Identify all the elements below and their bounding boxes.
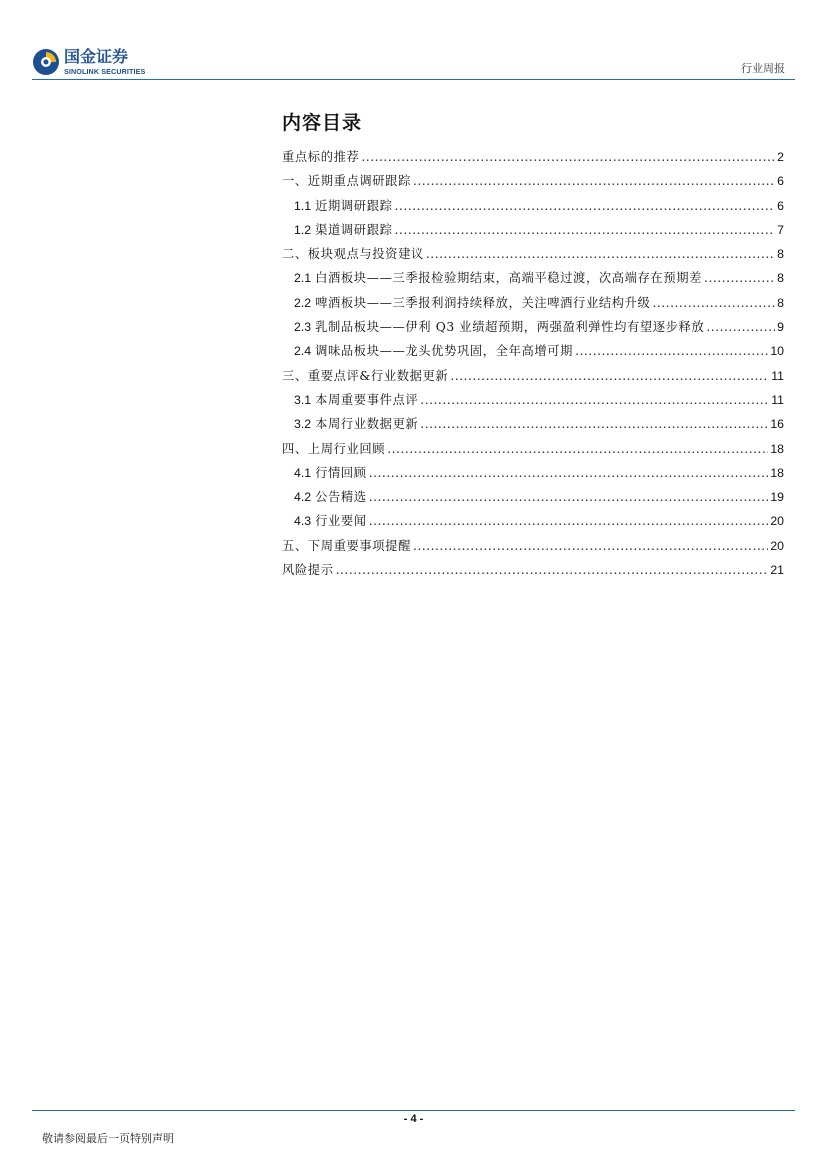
toc-dot-leader	[426, 247, 775, 261]
toc-entry-number: 3.1	[294, 392, 312, 407]
toc-entry-page: 8	[777, 271, 784, 286]
toc-entry[interactable]	[282, 536, 784, 560]
toc-entry[interactable]	[282, 560, 784, 584]
toc-entry-number: 2.4	[294, 344, 312, 359]
header-divider	[32, 79, 795, 80]
toc-entry-page: 10	[770, 344, 784, 359]
toc-dot-leader	[420, 393, 769, 407]
toc-entry[interactable]	[282, 293, 784, 317]
toc-entry[interactable]	[282, 268, 784, 292]
toc-entry[interactable]	[282, 341, 784, 365]
toc-dot-leader	[704, 271, 775, 285]
toc-entry-title: 二、板块观点与投资建议	[282, 247, 424, 262]
toc-entry-number: 1.2	[294, 222, 312, 237]
toc-entry-title: 啤酒板块——三季报利润持续释放，关注啤酒行业结构升级	[315, 295, 651, 310]
toc-dot-leader	[395, 199, 776, 213]
toc-entry-title: 一、近期重点调研跟踪	[282, 174, 411, 189]
toc-dot-leader	[369, 466, 769, 480]
report-type-label: 行业周报	[741, 62, 785, 75]
toc-entry-page: 11	[771, 392, 784, 407]
toc-entry[interactable]	[282, 147, 784, 171]
toc-entry[interactable]	[282, 244, 784, 268]
toc-entry-title: 渠道调研跟踪	[315, 222, 393, 237]
toc-entry[interactable]	[282, 414, 784, 438]
toc-entry-page: 19	[770, 490, 784, 505]
toc-entry-title: 五、下周重要事项提醒	[282, 538, 411, 553]
toc-entry-page: 8	[777, 295, 784, 310]
toc-entry[interactable]	[282, 317, 784, 341]
toc-entry[interactable]	[282, 511, 784, 535]
toc-dot-leader	[336, 563, 769, 577]
toc-entry-number: 2.3	[294, 320, 312, 335]
toc-entry-page: 16	[770, 417, 784, 432]
toc-dot-leader	[361, 150, 775, 164]
toc-entry-page: 18	[770, 465, 784, 480]
toc-dot-leader	[706, 320, 775, 334]
toc-entry-title: 调味品板块——龙头优势巩固，全年高增可期	[315, 344, 574, 359]
logo-chinese-name: 国金证券	[64, 46, 129, 66]
toc-dot-leader	[420, 417, 768, 431]
toc-entry[interactable]	[282, 463, 784, 487]
toc-entry-title: 白酒板块——三季报检验期结束，高端平稳过渡，次高端存在预期差	[315, 271, 703, 286]
toc-entry-title: 三、重要点评&行业数据更新	[282, 368, 449, 383]
toc-entry-number: 4.1	[294, 465, 312, 480]
toc-entry-number: 4.2	[294, 490, 312, 505]
toc-entry[interactable]	[282, 439, 784, 463]
page-header	[0, 0, 827, 82]
toc-entry-number: 2.2	[294, 295, 312, 310]
toc-dot-leader	[369, 490, 769, 504]
toc-entry-title: 本周行业数据更新	[315, 417, 419, 432]
company-logo	[32, 46, 162, 78]
toc-entry-title: 本周重要事件点评	[315, 392, 419, 407]
toc-entry-page: 21	[770, 563, 784, 578]
toc-entry-number: 4.3	[294, 514, 312, 529]
toc-dot-leader	[413, 539, 768, 553]
toc-entry-page: 8	[777, 247, 784, 262]
toc-list	[282, 147, 784, 584]
table-of-contents	[282, 108, 784, 584]
toc-entry-number: 3.2	[294, 417, 312, 432]
toc-dot-leader	[369, 514, 769, 528]
toc-entry-title: 四、上周行业回顾	[282, 441, 386, 456]
toc-title: 内容目录	[282, 112, 363, 134]
footer-disclaimer: 敬请参阅最后一页特别声明	[42, 1132, 174, 1145]
toc-entry[interactable]	[282, 196, 784, 220]
toc-entry[interactable]	[282, 220, 784, 244]
toc-entry-title: 乳制品板块——伊利 Q3 业绩超预期，两强盈利弹性均有望逐步释放	[315, 320, 705, 335]
toc-entry-page: 20	[770, 538, 784, 553]
page-number: - 4 -	[403, 1113, 424, 1125]
toc-entry-page: 6	[777, 174, 784, 189]
toc-dot-leader	[652, 296, 775, 310]
toc-dot-leader	[450, 369, 769, 383]
toc-dot-leader	[395, 223, 776, 237]
toc-entry-page: 2	[777, 150, 784, 164]
toc-entry-title: 近期调研跟踪	[315, 198, 393, 213]
toc-entry[interactable]	[282, 390, 784, 414]
toc-entry-page: 20	[770, 514, 784, 529]
toc-entry-number: 2.1	[294, 271, 312, 286]
toc-entry-page: 11	[771, 368, 784, 383]
toc-dot-leader	[413, 174, 775, 188]
toc-entry-title: 风险提示	[282, 563, 334, 578]
toc-entry-title: 行业要闻	[315, 514, 367, 529]
toc-entry-page: 7	[777, 222, 784, 237]
toc-entry-title: 行情回顾	[315, 465, 367, 480]
toc-entry-title: 重点标的推荐	[282, 150, 360, 164]
toc-entry[interactable]	[282, 487, 784, 511]
toc-dot-leader	[387, 442, 768, 456]
toc-entry[interactable]	[282, 171, 784, 195]
toc-entry-page: 6	[777, 198, 784, 213]
footer-divider	[32, 1110, 795, 1111]
toc-entry-page: 9	[777, 320, 784, 335]
toc-dot-leader	[575, 344, 768, 358]
toc-entry-page: 18	[770, 441, 784, 456]
logo-english-name: SINOLINK SECURITIES	[64, 66, 146, 76]
logo-emblem-icon	[32, 48, 60, 76]
toc-entry-title: 公告精选	[315, 490, 367, 505]
toc-entry[interactable]	[282, 366, 784, 390]
toc-entry-number: 1.1	[294, 198, 312, 213]
